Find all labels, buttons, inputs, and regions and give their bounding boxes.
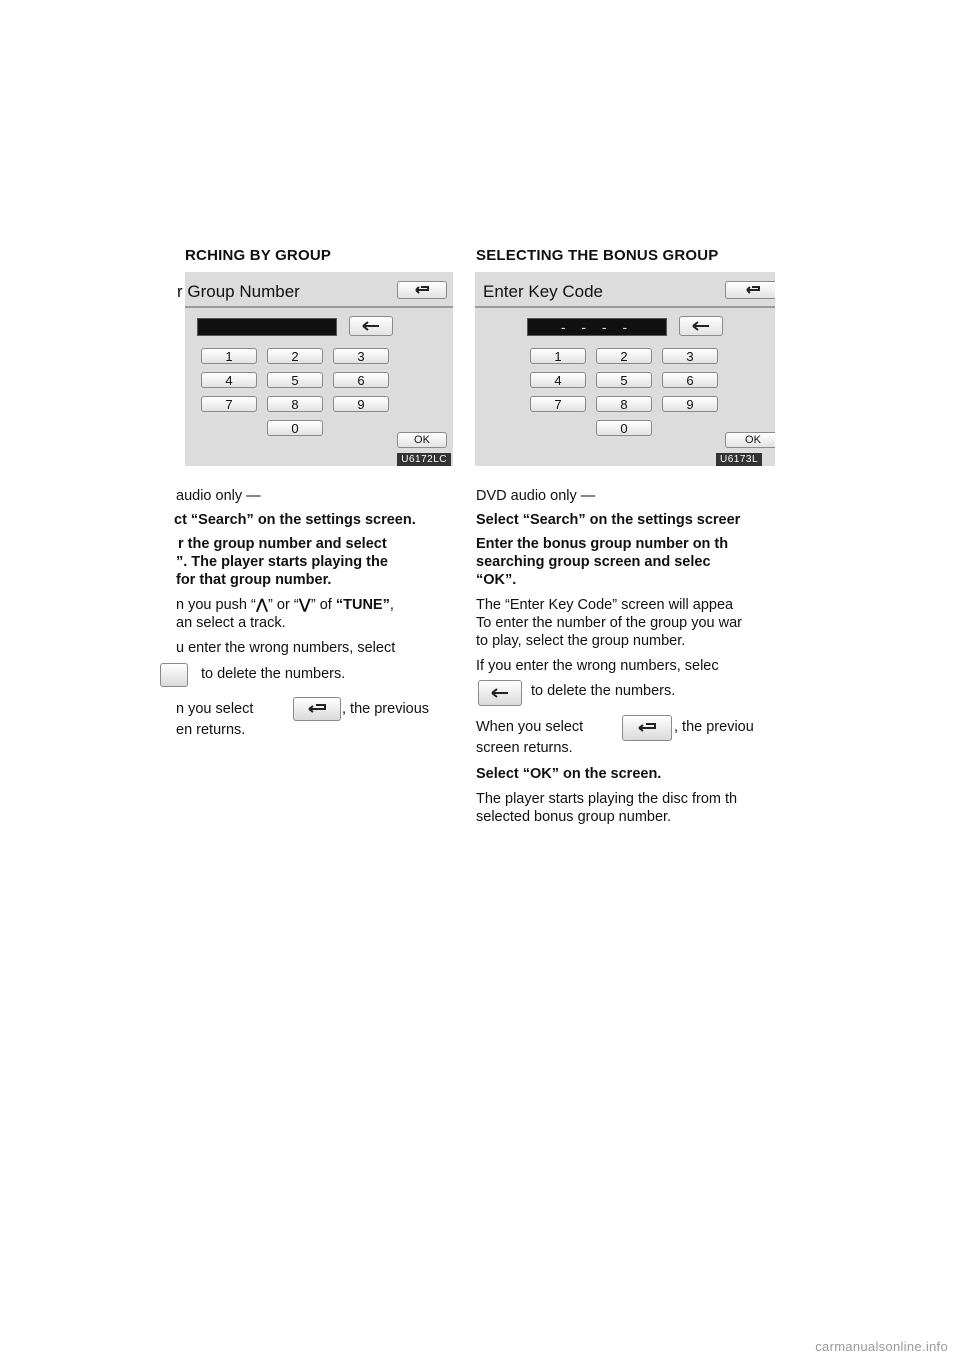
dvd-audio-note: DVD audio only —: [476, 488, 596, 504]
step-2-line-3: for that group number.: [176, 572, 332, 588]
back-line-suffix: , the previous: [342, 701, 430, 717]
ok-button[interactable]: OK: [725, 432, 775, 448]
tune-of: ” of: [310, 597, 336, 613]
tune-or: ” or “: [268, 597, 299, 613]
key-3[interactable]: 3: [662, 348, 718, 364]
delete-button-inline: [478, 680, 522, 706]
step-2-line-3: “OK”.: [476, 572, 517, 588]
info-line-3: to play, select the group number.: [476, 633, 686, 649]
key-5[interactable]: 5: [267, 372, 323, 388]
return-icon: [623, 716, 671, 740]
left-section-heading: RCHING BY GROUP: [185, 247, 332, 264]
figure-code: U6172LC: [397, 453, 451, 466]
screen-returns-line: en returns.: [176, 722, 246, 738]
final-line-2: selected bonus group number.: [476, 809, 672, 825]
backspace-arrow-icon: [691, 321, 711, 331]
step-1: ct “Search” on the settings screen.: [174, 512, 416, 528]
key-9[interactable]: 9: [333, 396, 389, 412]
tune-end: ,: [389, 597, 394, 613]
key-code-field[interactable]: - - - -: [527, 318, 667, 336]
delete-numbers-line: to delete the numbers.: [531, 683, 676, 699]
key-7[interactable]: 7: [530, 396, 586, 412]
step-2-line-1: Enter the bonus group number on th: [476, 536, 729, 552]
figure-code: U6173L: [716, 453, 762, 466]
right-section-heading: SELECTING THE BONUS GROUP: [476, 247, 719, 264]
select-track-line: an select a track.: [176, 615, 286, 631]
ok-button[interactable]: OK: [397, 432, 447, 448]
key-3[interactable]: 3: [333, 348, 389, 364]
back-line-prefix: n you select: [176, 701, 254, 717]
info-line-1: The “Enter Key Code” screen will appea: [476, 597, 734, 613]
step-1: Select “Search” on the settings screer: [476, 512, 741, 528]
screen-title: Enter Key Code: [483, 282, 604, 301]
return-icon: [744, 285, 762, 295]
key-8[interactable]: 8: [596, 396, 652, 412]
screen-title: r Group Number: [177, 282, 300, 301]
delete-button[interactable]: [679, 316, 723, 336]
up-caret-icon: ⋀: [255, 597, 269, 613]
key-2[interactable]: 2: [596, 348, 652, 364]
key-7[interactable]: 7: [201, 396, 257, 412]
key-8[interactable]: 8: [267, 396, 323, 412]
delete-numbers-line: to delete the numbers.: [201, 666, 346, 682]
final-line-1: The player starts playing the disc from th: [476, 791, 738, 807]
key-5[interactable]: 5: [596, 372, 652, 388]
key-0[interactable]: 0: [596, 420, 652, 436]
step-2-line-1: r the group number and select: [178, 536, 387, 552]
back-line-suffix: , the previou: [674, 719, 754, 735]
screen-divider: [475, 306, 775, 308]
key-4[interactable]: 4: [201, 372, 257, 388]
key-6[interactable]: 6: [662, 372, 718, 388]
return-button-inline: [622, 715, 672, 741]
backspace-arrow-icon: [479, 681, 521, 705]
down-caret-icon: ⋁: [298, 597, 311, 613]
watermark: carmanualsonline.info: [815, 1339, 948, 1354]
dvd-audio-note: audio only —: [176, 488, 261, 504]
info-line-2: To enter the number of the group you war: [476, 615, 742, 631]
wrong-numbers-line: If you enter the wrong numbers, selec: [476, 658, 719, 674]
enter-key-code-screen: [475, 272, 775, 466]
step-2-line-2: ”. The player starts playing the: [176, 554, 388, 570]
step-2-line-2: searching group screen and selec: [476, 554, 711, 570]
key-9[interactable]: 9: [662, 396, 718, 412]
tune-word: “TUNE”: [335, 597, 390, 613]
key-0[interactable]: 0: [267, 420, 323, 436]
key-1[interactable]: 1: [201, 348, 257, 364]
screen-returns-line: screen returns.: [476, 740, 573, 756]
key-1[interactable]: 1: [530, 348, 586, 364]
key-6[interactable]: 6: [333, 372, 389, 388]
key-2[interactable]: 2: [267, 348, 323, 364]
step-3: Select “OK” on the screen.: [476, 766, 662, 782]
key-4[interactable]: 4: [530, 372, 586, 388]
wrong-numbers-line: u enter the wrong numbers, select: [176, 640, 396, 656]
back-line-prefix: When you select: [476, 719, 584, 735]
return-button[interactable]: [725, 281, 775, 299]
tune-prefix: n you push “: [176, 597, 256, 613]
